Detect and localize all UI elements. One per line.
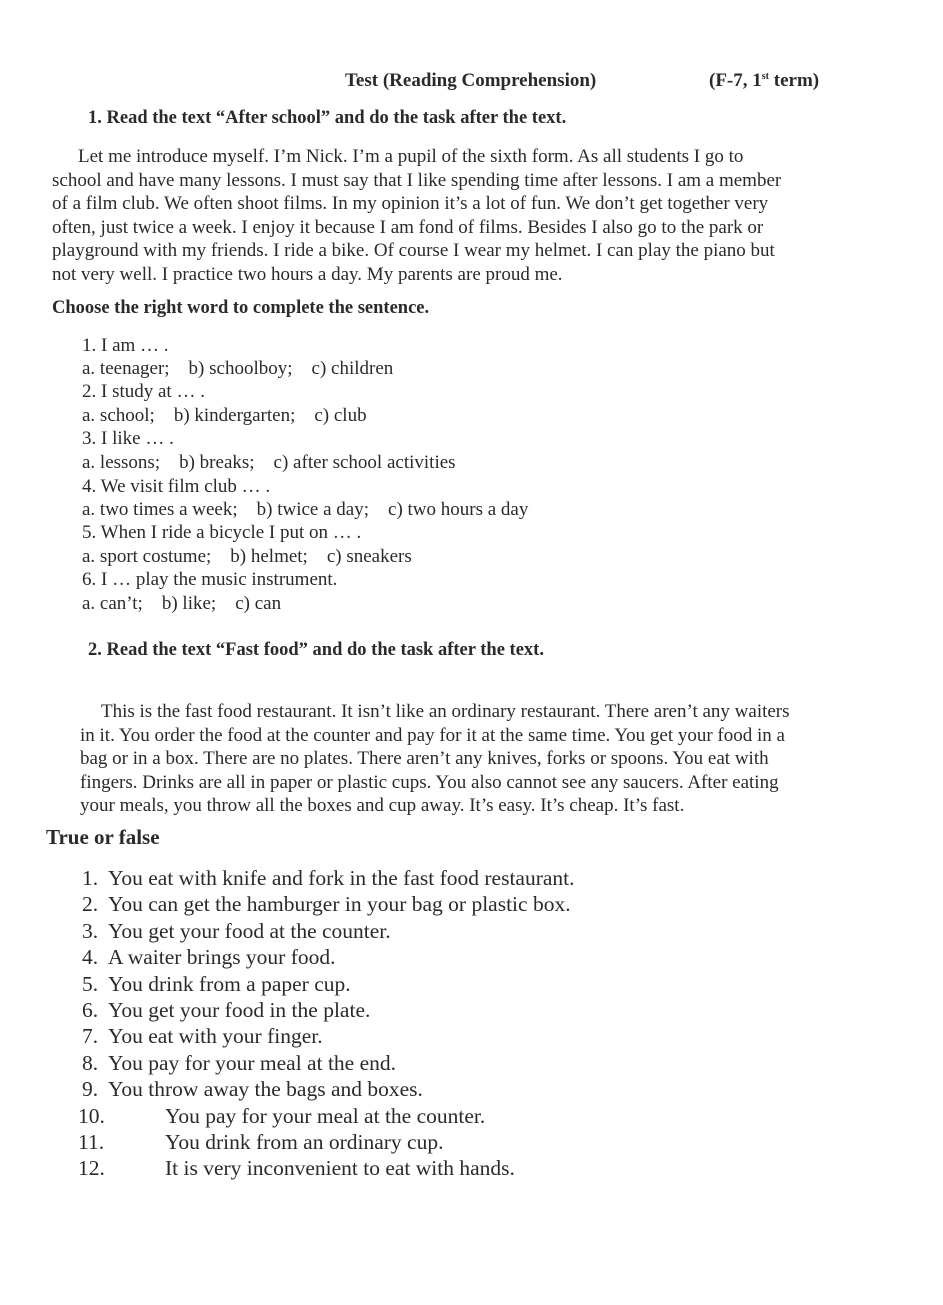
text-line: playground with my friends. I ride a bike. Of course I wear my helmet. I can play the piano but <box>52 240 775 262</box>
section1-heading: 1. Read the text “After school” and do the task after the text. <box>88 108 567 128</box>
question-4: 4. We visit film club … . <box>82 476 271 497</box>
statement-text: You drink from a paper cup. <box>108 971 351 996</box>
text-line: not very well. I practice two hours a day. My parents are proud me. <box>52 263 563 285</box>
statement-number: 7. <box>82 1024 99 1049</box>
answer-options-2: a. school; b) kindergarten; c) club <box>82 405 367 426</box>
form-prefix: (F-7, 1 <box>709 70 762 91</box>
statement-text: You drink from an ordinary cup. <box>165 1130 444 1154</box>
answer-options-6: a. can’t; b) like; c) can <box>82 593 282 614</box>
statement-text: It is very inconvenient to eat with hands. <box>165 1156 515 1181</box>
form-sup: st <box>761 71 769 82</box>
text-line: fingers. Drinks are all in paper or plastic cups. You also cannot see any saucers. After eating <box>80 771 779 793</box>
form-suffix: term) <box>769 70 820 91</box>
text-line: of a film club. We often shoot films. In my opinion it’s a lot of fun. We don’t get together very <box>52 193 769 215</box>
statement-text: You get your food at the counter. <box>108 918 391 943</box>
statement-number: 10. <box>78 1103 105 1128</box>
statement-number: 8. <box>82 1050 99 1075</box>
question-1: 1. I am … . <box>82 335 169 356</box>
statement-text: A waiter brings your food. <box>108 945 336 970</box>
statement-text: You eat with your finger. <box>108 1024 323 1049</box>
question-5: 5. When I ride a bicycle I put on … . <box>82 522 362 543</box>
statement-number: 5. <box>82 971 99 996</box>
statement-number: 6. <box>82 998 99 1022</box>
question-6: 6. I … play the music instrument. <box>82 569 338 590</box>
statement-number: 11. <box>78 1130 105 1154</box>
text-line: your meals, you throw all the boxes and cup away. It’s easy. It’s cheap. It’s fast. <box>80 795 685 817</box>
statement-text: You can get the hamburger in your bag or plastic box. <box>108 892 571 917</box>
answer-options-3: a. lessons; b) breaks; c) after school activities <box>82 452 456 473</box>
question-2: 2. I study at … . <box>82 381 205 402</box>
text-line: school and have many lessons. I must say that I like spending time after lessons. I am a member <box>52 169 782 191</box>
page-title: Test (Reading Comprehension) <box>345 70 597 91</box>
statement-text: You eat with knife and fork in the fast food restaurant. <box>108 866 575 890</box>
section1-task: Choose the right word to complete the sentence. <box>52 298 430 318</box>
answer-options-1: a. teenager; b) schoolboy; c) children <box>82 358 394 379</box>
section2-text <box>80 700 790 818</box>
section2-heading: 2. Read the text “Fast food” and do the task after the text. <box>88 640 544 660</box>
statement-number: 9. <box>82 1077 99 1102</box>
statement-number: 3. <box>82 918 99 943</box>
statement-number: 12. <box>78 1156 105 1181</box>
statement-number: 2. <box>82 892 99 917</box>
statement-text: You pay for your meal at the counter. <box>165 1103 486 1128</box>
form-term-label <box>709 70 819 92</box>
text-line: often, just twice a week. I enjoy it because I am fond of films. Besides I also go to the park or <box>52 216 764 238</box>
text-line: Let me introduce myself. I’m Nick. I’m a pupil of the sixth form. As all students I go to <box>78 146 744 167</box>
statement-text: You throw away the bags and boxes. <box>108 1077 423 1102</box>
text-line: This is the fast food restaurant. It isn’t like an ordinary restaurant. There aren’t any waiters <box>101 701 790 722</box>
text-line: bag or in a box. There are no plates. There aren’t any knives, forks or spoons. You eat with <box>80 748 769 770</box>
answer-options-5: a. sport costume; b) helmet; c) sneakers <box>82 546 412 567</box>
section1-text <box>52 145 781 287</box>
statement-text: You get your food in the plate. <box>108 998 371 1022</box>
statement-number: 1. <box>82 866 99 890</box>
section2-task: True or false <box>46 825 160 849</box>
statement-text: You pay for your meal at the end. <box>108 1050 397 1075</box>
text-line: in it. You order the food at the counter and pay for it at the same time. You get your food in a <box>80 724 785 746</box>
answer-options-4: a. two times a week; b) twice a day; c) two hours a day <box>82 499 529 520</box>
question-3: 3. I like … . <box>82 428 174 449</box>
statement-number: 4. <box>82 945 99 970</box>
